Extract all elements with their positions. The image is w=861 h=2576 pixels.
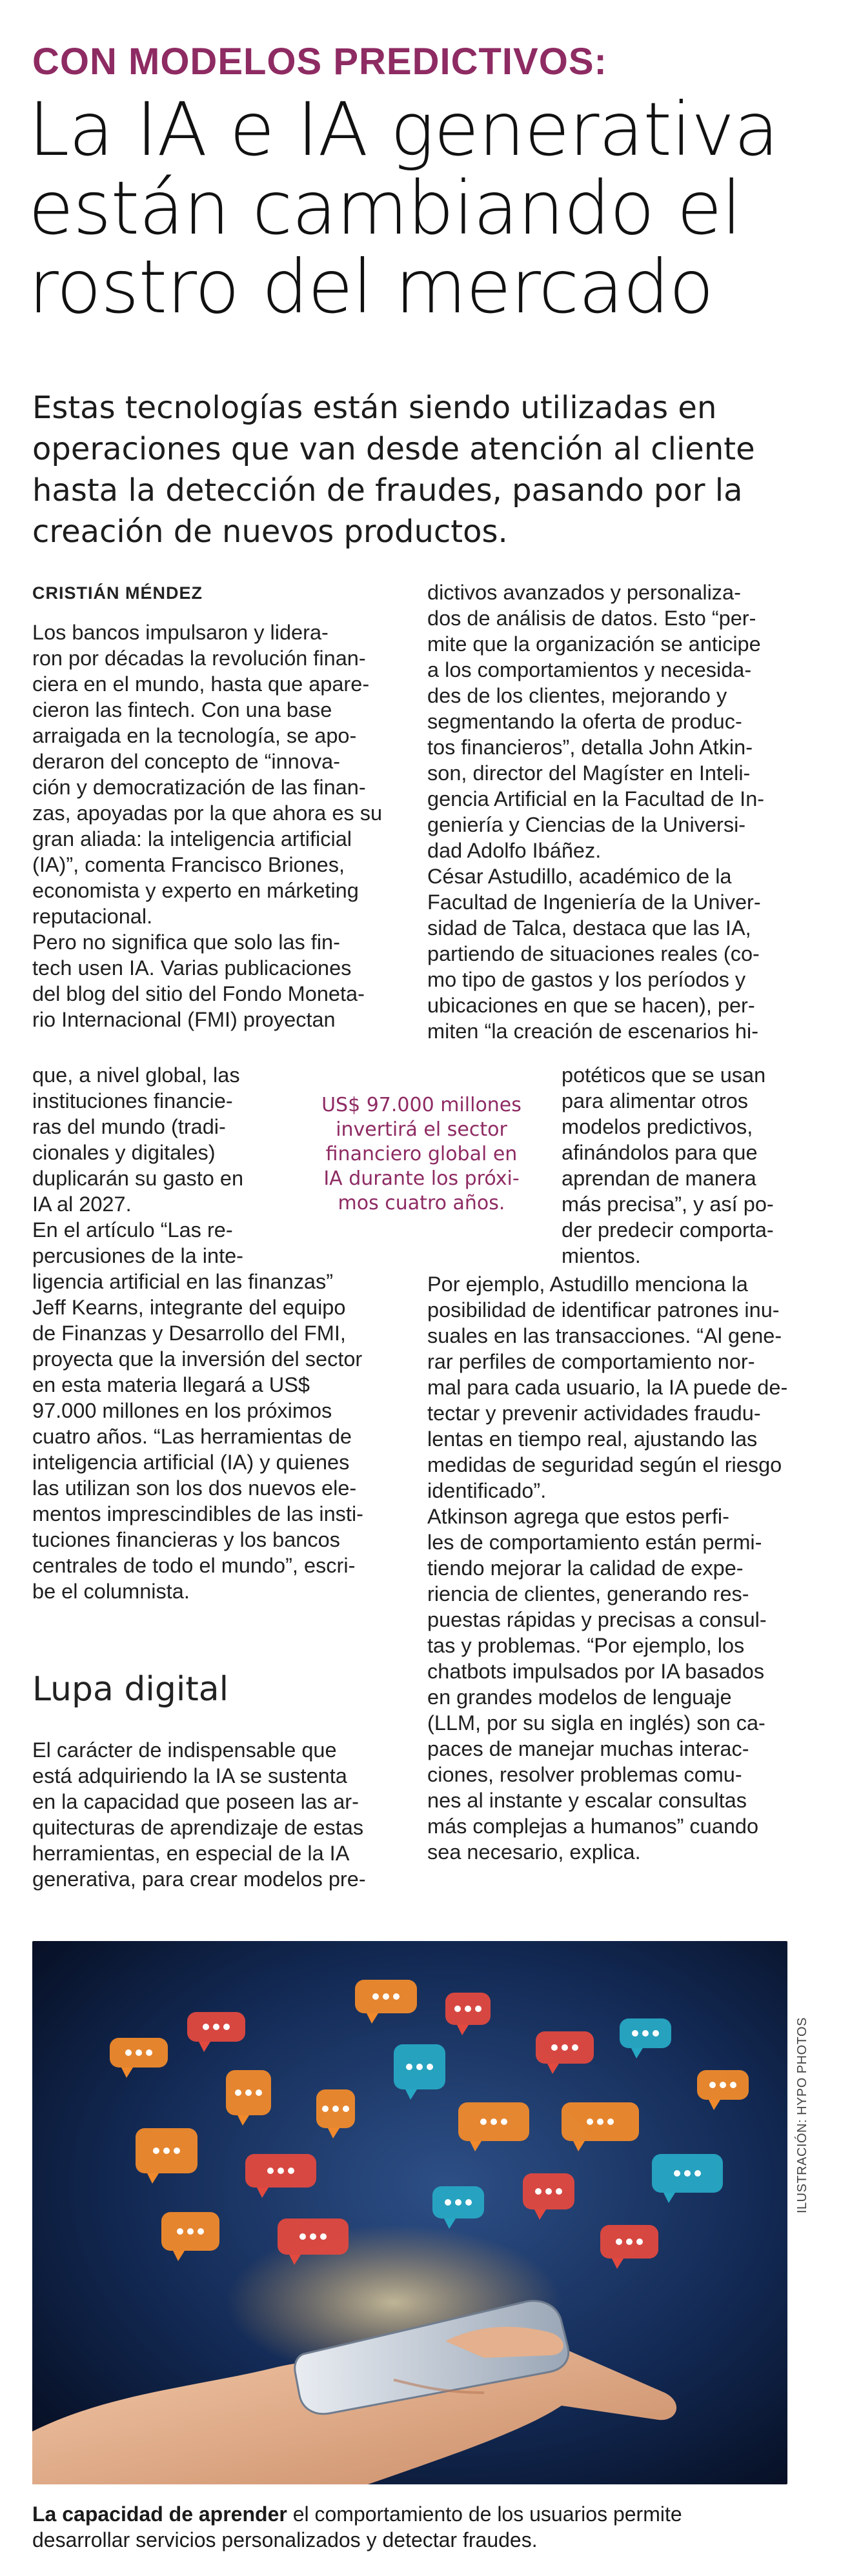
text-line: ligencia artificial en las finanzas” — [32, 1270, 334, 1293]
text-line: puestas rápidas y precisas a consul- — [427, 1608, 767, 1631]
text-line: que, a nivel global, las — [32, 1063, 240, 1087]
text-line: nes al instante y escalar consultas — [427, 1789, 747, 1812]
left-column-bottom — [32, 1737, 420, 1892]
pull-quote-line: IA durante los próxi- — [323, 1167, 520, 1190]
text-line: herramientas, en especial de la IA — [32, 1842, 350, 1865]
text-line: de Finanzas y Desarrollo del FMI, — [32, 1322, 346, 1345]
pull-quote — [289, 1093, 554, 1216]
text-line: En el artículo “Las re- — [32, 1218, 233, 1242]
text-line: en grandes modelos de lenguaje — [427, 1685, 732, 1709]
text-line: les de comportamiento están permi- — [427, 1531, 762, 1554]
text-line: tuciones financieras y los bancos — [32, 1528, 340, 1551]
text-line: gencia Artificial en la Facultad de In- — [427, 787, 765, 810]
text-line: IA al 2027. — [32, 1192, 132, 1216]
text-line: be el columnista. — [32, 1580, 190, 1603]
text-line: a los comportamientos y necesida- — [427, 658, 752, 681]
text-line: Los bancos impulsaron y lidera- — [32, 621, 329, 644]
text-line: rio Internacional (FMI) proyectan — [32, 1008, 336, 1031]
text-line: Facultad de Ingeniería de la Univer- — [427, 891, 761, 914]
text-line: afinándolos para que — [562, 1141, 758, 1164]
text-line: 97.000 millones en los próximos — [32, 1399, 332, 1422]
byline: CRISTIÁN MÉNDEZ — [32, 583, 203, 603]
caption — [32, 2501, 833, 2553]
pull-quote-line: mos cuatro años. — [338, 1192, 505, 1214]
caption-text: desarrollar servicios personalizados y detectar fraudes. — [32, 2528, 538, 2551]
text-line: arraigada en la tecnología, se apo- — [32, 724, 357, 747]
text-line: cuatro años. “Las herramientas de — [32, 1425, 352, 1448]
text-line: economista y experto en márketing — [32, 879, 359, 902]
text-line: Por ejemplo, Astudillo menciona la — [427, 1273, 748, 1296]
deck-line: Estas tecnologías están siendo utilizadas en — [32, 390, 717, 426]
text-line: más precisa”, y así po- — [562, 1192, 774, 1216]
text-line: ciera en el mundo, hasta que apare- — [32, 672, 370, 696]
caption-text: el comportamiento de los usuarios permite — [287, 2502, 682, 2526]
chat-bubbles-illustration — [32, 1941, 787, 2484]
text-line: partiendo de situaciones reales (co- — [427, 942, 760, 965]
text-line: cieron las fintech. Con una base — [32, 698, 332, 721]
text-line: ción y democratización de las finan- — [32, 776, 366, 799]
text-line: dad Adolfo Ibáñez. — [427, 839, 602, 862]
text-line: son, director del Magíster en Inteli- — [427, 761, 751, 785]
text-line: en esta materia llegará a US$ — [32, 1373, 310, 1396]
text-line: tiendo mejorar la calidad de expe- — [427, 1556, 744, 1580]
text-line: tectar y prevenir actividades fraudu- — [427, 1402, 761, 1425]
text-line: generativa, para crear modelos pre- — [32, 1867, 366, 1891]
illustration — [32, 1941, 787, 2484]
pull-quote-line: financiero global en — [325, 1143, 518, 1165]
deck-line: creación de nuevos productos. — [32, 514, 508, 550]
text-line: lentas en tiempo real, ajustando las — [427, 1427, 758, 1451]
text-line: identificado”. — [427, 1479, 547, 1502]
text-line: duplicarán su gasto en — [32, 1167, 244, 1190]
headline-line: rostro del mercado — [28, 244, 714, 330]
pull-quote-line: invertirá el sector — [336, 1118, 507, 1141]
text-line: percusiones de la inte- — [32, 1244, 243, 1267]
subhead: Lupa digital — [32, 1670, 229, 1709]
text-line: en la capacidad que poseen las ar- — [32, 1790, 359, 1813]
text-line: segmentando la oferta de produc- — [427, 710, 742, 733]
text-line: modelos predictivos, — [562, 1115, 753, 1138]
text-line: mientos. — [562, 1244, 641, 1267]
text-line: suales en las transacciones. “Al gene- — [427, 1324, 782, 1347]
pull-quote-line: US$ 97.000 millones — [321, 1094, 522, 1116]
text-line: Jeff Kearns, integrante del equipo — [32, 1296, 346, 1319]
text-line: rar perfiles de comportamiento nor- — [427, 1350, 755, 1373]
text-line: (LLM, por su sigla en inglés) son ca- — [427, 1711, 765, 1735]
kicker: CON MODELOS PREDICTIVOS: — [32, 41, 607, 83]
headline-line: La IA e IA generativa — [28, 86, 779, 172]
text-line: ciones, resolver problemas comu- — [427, 1763, 742, 1786]
caption-lead: La capacidad de aprender — [32, 2502, 287, 2526]
text-line: medidas de seguridad según el riesgo — [427, 1453, 782, 1476]
text-line: inteligencia artificial (IA) y quienes — [32, 1451, 350, 1474]
left-column — [32, 619, 420, 1032]
text-line: sea necesario, explica. — [427, 1840, 641, 1864]
deck — [32, 387, 839, 552]
text-line: César Astudillo, académico de la — [427, 865, 732, 888]
text-line: El carácter de indispensable que — [32, 1738, 337, 1762]
text-line: reputacional. — [32, 905, 153, 928]
text-line: tas y problemas. “Por ejemplo, los — [427, 1634, 745, 1657]
text-line: más complejas a humanos” cuando — [427, 1815, 759, 1838]
text-line: mo tipo de gastos y los períodos y — [427, 968, 746, 991]
text-line: Pero no significa que solo las fin- — [32, 931, 340, 954]
text-line: dictivos avanzados y personaliza- — [427, 581, 741, 604]
right-column — [427, 579, 827, 1044]
text-line: mentos imprescindibles de las insti- — [32, 1502, 363, 1525]
text-line: (IA)”, comenta Francisco Briones, — [32, 853, 345, 876]
text-line: las utilizan son los dos nuevos ele- — [32, 1476, 357, 1500]
text-line: está adquiriendo la IA se sustenta — [32, 1764, 347, 1787]
deck-line: hasta la detección de fraudes, pasando por la — [32, 472, 743, 508]
text-line: para alimentar otros — [562, 1089, 749, 1112]
text-line: gran aliada: la inteligencia artificial — [32, 827, 352, 850]
right-column-narrow — [562, 1062, 833, 1269]
text-line: miten “la creación de escenarios hi- — [427, 1020, 759, 1043]
text-line: des de los clientes, mejorando y — [427, 684, 727, 707]
text-line: centrales de todo el mundo”, escri- — [32, 1554, 356, 1577]
text-line: deraron del concepto de “innova- — [32, 750, 340, 773]
text-line: aprendan de manera — [562, 1167, 756, 1190]
headline-line: están cambiando el — [28, 165, 742, 251]
text-line: instituciones financie- — [32, 1089, 233, 1112]
right-column-bottom — [427, 1271, 834, 1865]
text-line: sidad de Talca, destaca que las IA, — [427, 916, 751, 940]
text-line: ubicaciones en que se hacen), per- — [427, 994, 755, 1017]
text-line: tos financieros”, detalla John Atkin- — [427, 736, 753, 759]
text-line: ras del mundo (tradi- — [32, 1115, 226, 1138]
text-line: tech usen IA. Varias publicaciones — [32, 956, 352, 980]
text-line: mal para cada usuario, la IA puede de- — [427, 1376, 788, 1399]
deck-line: operaciones que van desde atención al cliente — [32, 431, 755, 467]
text-line: posibilidad de identificar patrones inu- — [427, 1298, 780, 1322]
headline — [28, 86, 848, 330]
text-line: Atkinson agrega que estos perfi- — [427, 1505, 729, 1528]
text-line: paces de manejar muchas interac- — [427, 1737, 749, 1760]
text-line: ron por décadas la revolución finan- — [32, 647, 366, 670]
text-line: zas, apoyadas por la que ahora es su — [32, 801, 383, 825]
text-line: dos de análisis de datos. Esto “per- — [427, 607, 756, 630]
text-line: proyecta que la inversión del sector — [32, 1347, 363, 1371]
text-line: del blog del sitio del Fondo Moneta- — [32, 982, 365, 1005]
text-line: mite que la organización se anticipe — [427, 632, 761, 656]
text-line: potéticos que se usan — [562, 1063, 766, 1087]
text-line: der predecir comporta- — [562, 1218, 774, 1242]
photo-credit: ILUSTRACIÓN: HYPO PHOTOS — [795, 2017, 809, 2213]
text-line: quitecturas de aprendizaje de estas — [32, 1816, 364, 1839]
text-line: geniería y Ciencias de la Universi- — [427, 813, 746, 836]
text-line: riencia de clientes, generando res- — [427, 1582, 749, 1605]
text-line: chatbots impulsados por IA basados — [427, 1660, 765, 1683]
text-line: cionales y digitales) — [32, 1141, 216, 1164]
left-column-narrow — [32, 1062, 363, 1604]
